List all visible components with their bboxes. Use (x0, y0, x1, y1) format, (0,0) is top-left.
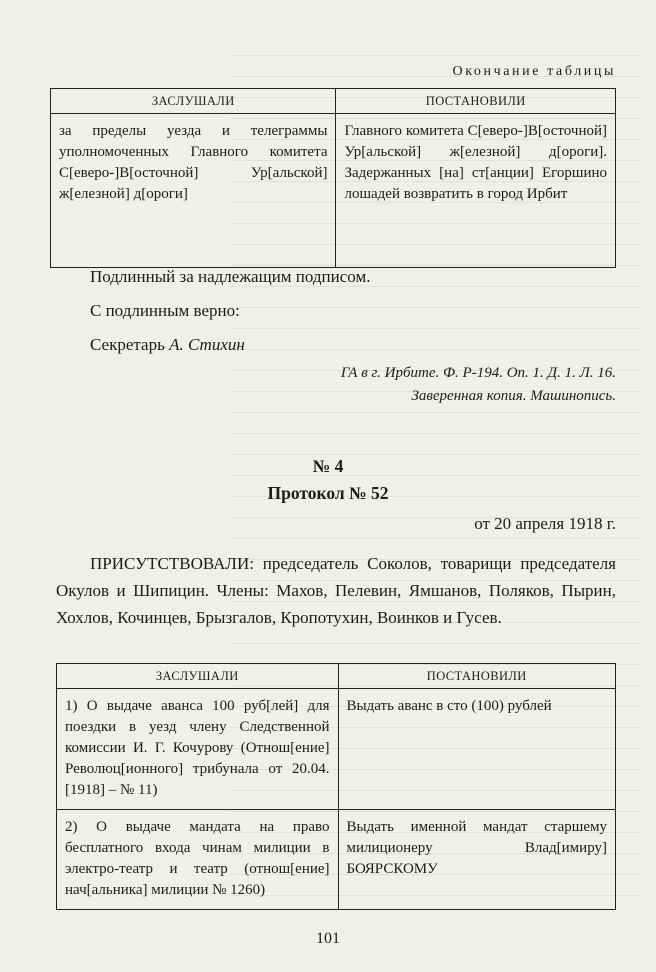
secretary-name: А. Стихин (169, 335, 245, 354)
column-header-resolved: ПОСТАНОВИЛИ (338, 664, 615, 689)
table-header-row (57, 664, 616, 689)
heard-cell: за пределы уезда и телеграммы уполномоченных Главного комитета С[еверо-]В[осточной] Ур[альской] ж[елезной] д[ороги] (51, 114, 336, 268)
protocol-date: от 20 апреля 1918 г. (474, 514, 616, 533)
resolved-cell: Главного комитета С[еверо-]В[осточной] Ур[альской] ж[елезной] д[ороги]. Задержанных [на] ст[анции] Егоршино лошадей возвратить в город Ирбит (336, 114, 616, 268)
archive-note: Заверенная копия. Машинопись. (411, 388, 616, 404)
running-head: Окончание таблицы (452, 64, 616, 79)
column-header-heard: ЗАСЛУШАЛИ (51, 89, 336, 114)
table-header-row (51, 89, 616, 114)
column-header-heard: ЗАСЛУШАЛИ (57, 664, 339, 689)
protocol-title: Протокол № 52 (267, 483, 389, 503)
secretary-signature (90, 331, 245, 359)
resolved-cell: Выдать аванс в сто (100) рублей (338, 689, 615, 810)
table-row (51, 114, 616, 268)
resolutions-table-continued (50, 88, 616, 268)
resolutions-table (56, 663, 616, 910)
resolved-cell: Выдать именной мандат старшему милиционеру Влад[имиру] БОЯРСКОМУ (338, 810, 615, 910)
archive-reference: ГА в г. Ирбите. Ф. Р-194. Оп. 1. Д. 1. Л. 16. (340, 365, 616, 381)
certification-line-copy: С подлинным верно: (90, 301, 240, 320)
secretary-label: Секретарь (90, 335, 165, 354)
attendance-paragraph: ПРИСУТСТВОВАЛИ: председатель Соколов, товарищи председателя Окулов и Шипицин. Члены: Махов, Пелевин, Ямшанов, Поляков, Пырин, Хохлов, Кочинцев, Брызгалов, Кропотухин, Воинков и Гусев. (56, 554, 616, 627)
certification-line-original: Подлинный за надлежащим подписом. (90, 267, 371, 286)
table-row (57, 689, 616, 810)
heard-cell: 2) О выдаче мандата на право бесплатного входа чинам милиции в электро-театр и театр (отнош[ение] нач[альника] милиции № 1260) (57, 810, 339, 910)
table-row (57, 810, 616, 910)
column-header-resolved: ПОСТАНОВИЛИ (336, 89, 616, 114)
page-number: 101 (316, 930, 340, 947)
document-number: № 4 (312, 456, 344, 476)
heard-cell: 1) О выдаче аванса 100 руб[лей] для поездки в уезд члену Следственной комиссии И. Г. Кочурову (Отнош[ение] Революц[ионного] трибунала от 20.04.[1918] – № 11) (57, 689, 339, 810)
